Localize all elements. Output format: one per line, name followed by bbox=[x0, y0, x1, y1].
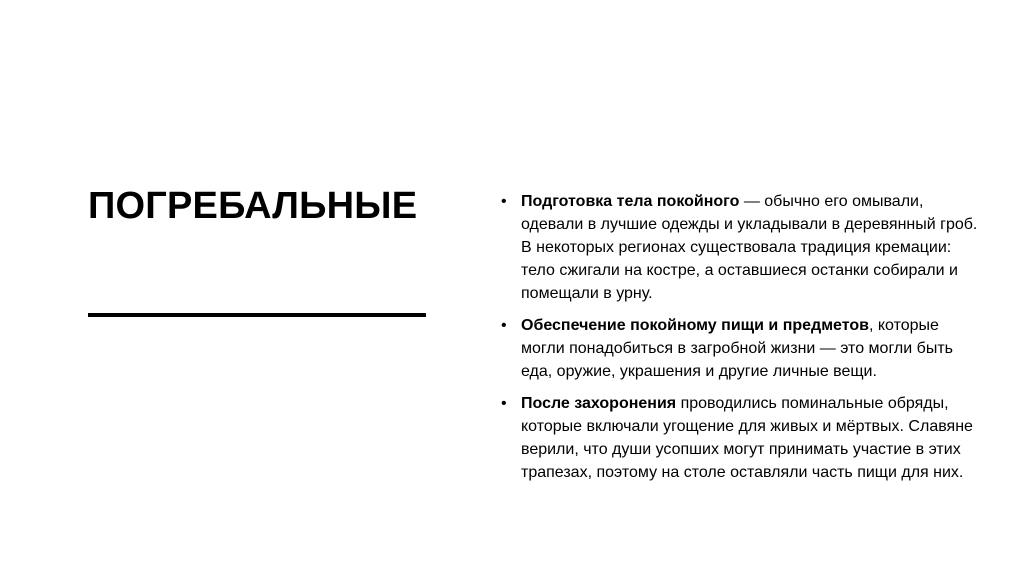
list-item bbox=[499, 392, 979, 484]
title-underline bbox=[88, 313, 426, 317]
bullet-marker: • bbox=[501, 193, 507, 210]
slide-title: ПОГРЕБАЛЬНЫЕ bbox=[88, 185, 418, 227]
bullet-text: проводились поминальные обряды, которые включали угощение для живых и мёртвых. Славяне верили, что души усопших могут принимать участие в этих трапезах, поэтому на столе оставляли часть пищи для них. bbox=[521, 395, 973, 481]
list-item bbox=[499, 314, 979, 383]
bullet-list bbox=[499, 190, 979, 493]
list-item bbox=[499, 190, 979, 305]
bullet-lead: Подготовка тела покойного bbox=[521, 193, 740, 210]
bullet-marker: • bbox=[501, 395, 507, 412]
bullet-text: — обычно его омывали, одевали в лучшие одежды и укладывали в деревянный гроб. В некоторых регионах существовала традиция кремации: тело сжигали на костре, а оставшиеся останки собирали и помещали в урну. bbox=[521, 193, 978, 302]
bullet-marker: • bbox=[501, 317, 507, 334]
bullet-lead: После захоронения bbox=[521, 395, 677, 412]
bullet-text: , которые могли понадобиться в загробной жизни — это могли быть еда, оружие, украшения и другие личные вещи. bbox=[521, 317, 953, 380]
bullet-lead: Обеспечение покойному пищи и предметов bbox=[521, 317, 869, 334]
